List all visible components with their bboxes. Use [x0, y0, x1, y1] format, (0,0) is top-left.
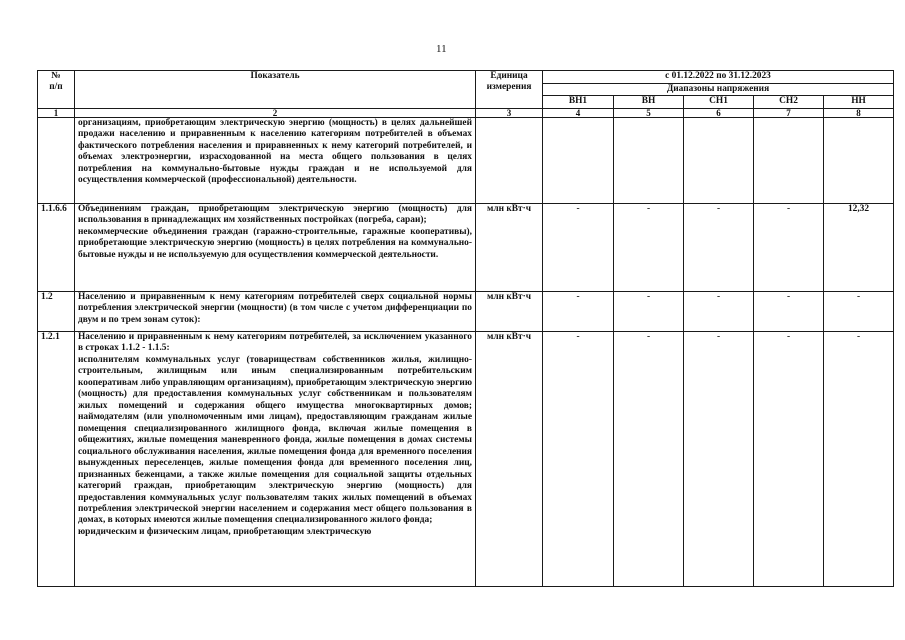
- row-value: [684, 117, 754, 203]
- column-index: 4: [543, 108, 614, 117]
- row-value: -: [614, 291, 684, 331]
- column-index: 5: [614, 108, 684, 117]
- table-row: [38, 117, 894, 203]
- header-level: НН: [824, 96, 894, 108]
- row-code: [38, 117, 75, 203]
- row-value: -: [824, 291, 894, 331]
- page-number: 11: [436, 43, 447, 55]
- row-unit: млн кВт·ч: [476, 203, 543, 291]
- table-row: [38, 203, 894, 291]
- row-value: -: [543, 203, 614, 291]
- column-index: 2: [75, 108, 476, 117]
- row-indicator: Объединениям граждан, приобретающим электрическую энергию (мощность) для использования в принадлежащих им хозяйственных постройках (погреба, сараи); некоммерческие объединения граждан (гаражно-строительные, гаражные кооперативы), приобретающие электрическую энергию (мощность) в целях потребления на коммунально-бытовые нужды и не используемую для осуществления коммерческой деятельности.: [75, 203, 476, 291]
- row-value: -: [684, 291, 754, 331]
- row-code: 1.1.6.6: [38, 203, 75, 291]
- header-level: СН2: [754, 96, 824, 108]
- row-value: -: [754, 203, 824, 291]
- row-indicator: организациям, приобретающим электрическую энергию (мощность) в целях дальнейшей продажи населению и приравненным к населению категориям потребителей в объемах фактического потребления населения и приравненных к нему категорий потребителей, и объемах электроэнергии, израсходованной на места общего пользования в целях потребления на коммунально-бытовые нужды граждан и не используемой для осуществления коммерческой (профессиональной) деятельности.: [75, 117, 476, 203]
- header-unit: Единица измерения: [476, 71, 543, 109]
- row-value: [824, 117, 894, 203]
- row-indicator: Населению и приравненным к нему категориям потребителей, за исключением указанного в строках 1.1.2 - 1.1.5: исполнителям коммунальных услуг (товариществам собственников жилья, жилищно-строительным, жилищным или иным специализированным потребительским кооперативам либо управляющим организациям), приобретающим электрическую энергию (мощность) для предоставления коммунальных услуг собственникам и пользователям жилых помещений и содержания общего имущества многоквартирных домов; наймодателям (или уполномоченным ими лицам), предоставляющим гражданам жилые помещения специализированного жилищного фонда, включая жилые помещения в общежитиях, жилые помещения маневренного фонда, жилые помещения в домах системы социального обслуживания населения, жилые помещения фонда для временного поселения вынужденных переселенцев, жилые помещения фонда для временного поселения лиц, признанных беженцами, а также жилые помещения для социальной защиты отдельных категорий граждан, приобретающим электрическую энергию (мощность) для предоставления коммунальных услуг пользователям таких жилых помещений в объемах потребления электрической энергии населением и содержания мест общего пользования в домах, в которых имеются жилые помещения специализированного жилого фонда; юридическим и физическим лицам, приобретающим электрическую: [75, 331, 476, 586]
- row-value: -: [824, 331, 894, 586]
- row-code: 1.2: [38, 291, 75, 331]
- row-value: [754, 117, 824, 203]
- row-value: -: [543, 331, 614, 586]
- row-value: -: [754, 331, 824, 586]
- header-no: № п/п: [38, 71, 75, 109]
- row-value: -: [543, 291, 614, 331]
- column-index: 6: [684, 108, 754, 117]
- row-indicator: Населению и приравненным к нему категориям потребителей сверх социальной нормы потребления электрической энергии (мощности) (в том числе с учетом дифференциации по двум и по трем зонам суток):: [75, 291, 476, 331]
- row-value: [614, 117, 684, 203]
- column-index: 3: [476, 108, 543, 117]
- row-value: -: [754, 291, 824, 331]
- column-index: 8: [824, 108, 894, 117]
- row-code: 1.2.1: [38, 331, 75, 586]
- header-period: с 01.12.2022 по 31.12.2023: [543, 71, 894, 84]
- row-unit: млн кВт·ч: [476, 331, 543, 586]
- row-value: -: [684, 203, 754, 291]
- header-level: СН1: [684, 96, 754, 108]
- row-value: -: [684, 331, 754, 586]
- row-value: -: [614, 331, 684, 586]
- header-level: ВН1: [543, 96, 614, 108]
- tariff-table: [37, 70, 894, 587]
- header-indicator: Показатель: [75, 71, 476, 109]
- table-row: [38, 331, 894, 586]
- table-row: [38, 291, 894, 331]
- column-index-row: [38, 108, 894, 117]
- row-unit: [476, 117, 543, 203]
- column-index: 7: [754, 108, 824, 117]
- row-unit: млн кВт·ч: [476, 291, 543, 331]
- column-index: 1: [38, 108, 75, 117]
- row-value: 12,32: [824, 203, 894, 291]
- header-voltage-ranges: Диапазоны напряжения: [543, 84, 894, 96]
- row-value: [543, 117, 614, 203]
- row-value: -: [614, 203, 684, 291]
- header-level: ВН: [614, 96, 684, 108]
